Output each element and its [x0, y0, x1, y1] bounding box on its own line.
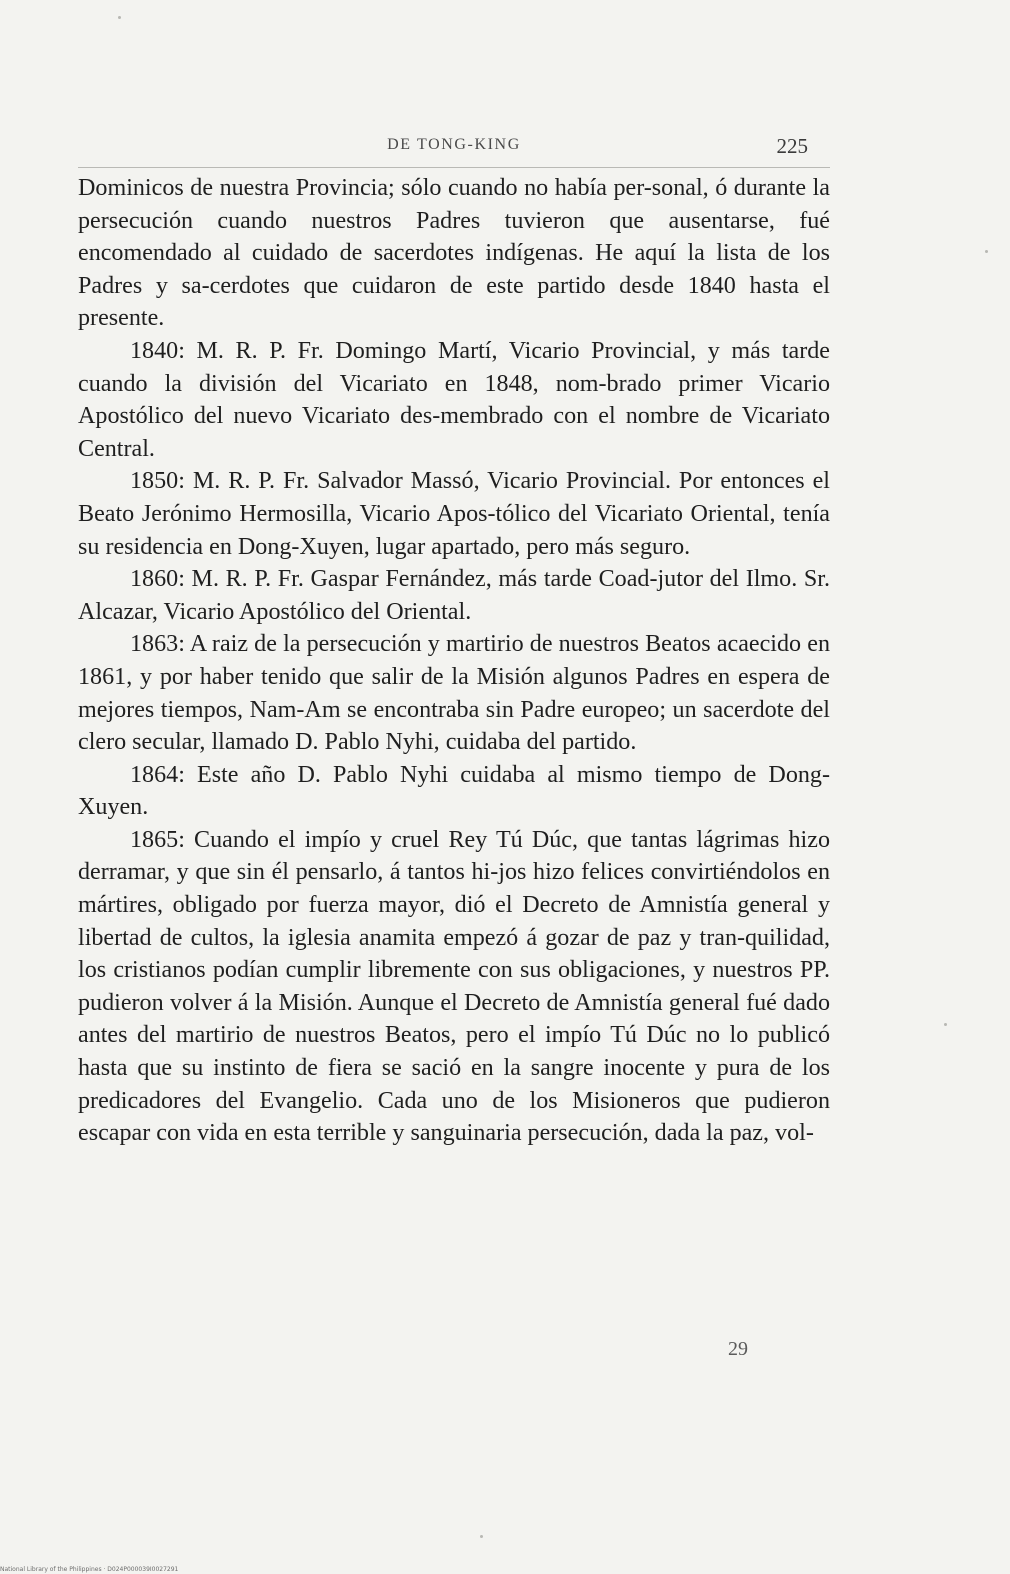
running-header [78, 136, 830, 168]
paragraph-1865: 1865: Cuando el impío y cruel Rey Tú Dúc, que tantas lágrimas hizo derramar, y que sin él pensarlo, á tantos hi-jos hizo felices convirtiéndolos en mártires, obligado por fuerza mayor, dió el Decreto de Amnistía general y libertad de cultos, la iglesia anamita empezó á gozar de paz y tran-quilidad, los cristianos podían cumplir libremente con sus obligaciones, y nuestros PP. pudieron volver á la Misión. Aunque el Decreto de Amnistía general fué dado antes del martirio de nuestros Beatos, pero el impío Tú Dúc no lo publicó hasta que su instinto de fiera se sació en la sangre inocente y pura de los predicadores del Evangelio. Cada uno de los Misioneros que pudieron escapar con vida en esta terrible y sanguinaria persecución, dada la paz, vol- [78, 826, 830, 1147]
dust-speck [480, 1535, 483, 1538]
scan-footer: National Library of the Philippines · D024P000039I0027291 [0, 1566, 179, 1573]
running-title: DE TONG-KING [387, 136, 521, 153]
dust-speck [118, 16, 121, 19]
paragraph-1864: 1864: Este año D. Pablo Nyhi cuidaba al mismo tiempo de Dong-Xuyen. [78, 761, 830, 821]
paragraph-1860: 1860: M. R. P. Fr. Gaspar Fernández, más tarde Coad-jutor del Ilmo. Sr. Alcazar, Vicario Apostólico del Oriental. [78, 566, 830, 625]
dust-speck [985, 250, 988, 253]
header-rule [78, 167, 830, 168]
paragraph-continuation: Dominicos de nuestra Provincia; sólo cuando no había per-sonal, ó durante la persecución cuando nuestros Padres tuvieron que ausentarse, fué encomendado al cuidado de sacerdotes indígenas. He aquí la lista de los Padres y sa-cerdotes que cuidaron de este partido desde 1840 hasta el presente. [78, 175, 830, 332]
paragraph-1863: 1863: A raiz de la persecución y martirio de nuestros Beatos acaecido en 1861, y por haber tenido que salir de la Misión algunos Padres en espera de mejores tiempos, Nam-Am se encontraba sin Padre europeo; un sacerdote del clero secular, llamado D. Pablo Nyhi, cuidaba del partido. [78, 631, 830, 756]
dust-speck [944, 1023, 947, 1026]
paragraph-1840: 1840: M. R. P. Fr. Domingo Martí, Vicario Provincial, y más tarde cuando la división del Vicariato en 1848, nom-brado primer Vicario Apostólico del nuevo Vicariato des-membrado con el nombre de Vicariato Central. [78, 337, 830, 462]
signature-mark: 29 [728, 1338, 748, 1360]
paragraph-1850: 1850: M. R. P. Fr. Salvador Massó, Vicario Provincial. Por entonces el Beato Jerónimo Hermosilla, Vicario Apos-tólico del Vicariato Oriental, tenía su residencia en Dong-Xuyen, lugar apartado, pero más seguro. [78, 468, 830, 560]
body-text [78, 172, 830, 1150]
page-number: 225 [776, 134, 808, 158]
